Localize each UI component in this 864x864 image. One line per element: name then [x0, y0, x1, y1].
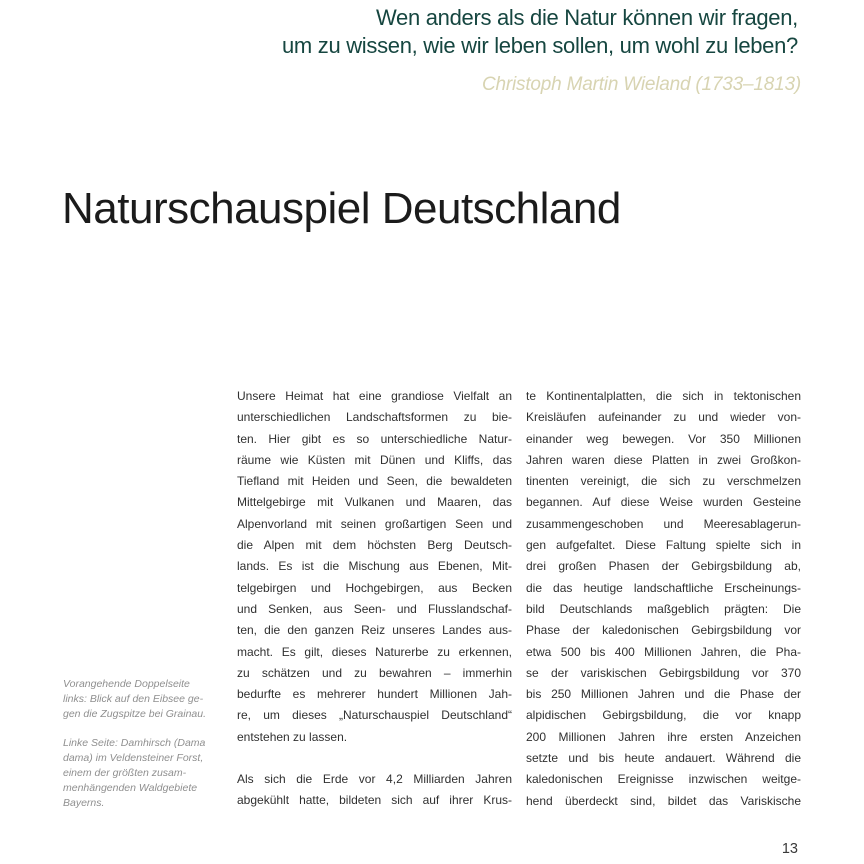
text-line: menhängenden Waldgebiete [63, 782, 198, 794]
text-line: tinenten vereinigt, die sich zu verschmelzen [526, 474, 801, 489]
caption-left-page [63, 736, 235, 811]
text-line: einander weg bewegen. Vor 350 Millionen [526, 431, 801, 446]
text-line: ten. Hier gibt es so unterschiedliche Natur- [237, 431, 512, 446]
text-line: Als sich die Erde vor 4,2 Milliarden Jahren [237, 772, 512, 787]
text-line: alpidischen Gebirgsbildung, die vor knapp [526, 708, 801, 723]
text-line: setzte und bis heute andauert. Während die [526, 751, 801, 766]
text-line: Phase der kaledonischen Gebirgsbildung vor [526, 623, 801, 638]
page-number: 13 [781, 841, 798, 857]
text-line: links: Blick auf den Eibsee ge- [63, 693, 204, 705]
caption-previous-spread [63, 677, 235, 722]
paragraph-intro-lines [237, 386, 512, 727]
text-line: Bayerns. [63, 797, 105, 809]
text-line: bild Deutschlands maßgeblich prägten: Die [526, 601, 801, 616]
text-line: die Alpen mit dem höchsten Berg Deutsch- [237, 538, 512, 553]
text-line: bis 250 Millionen Jahren und die Phase der [526, 687, 801, 702]
epigraph-attribution: Christoph Martin Wieland (1733–1813) [482, 74, 801, 95]
paragraph-earth-history [237, 769, 512, 812]
text-line: lands. Es ist die Mischung aus Ebenen, Mit- [237, 559, 512, 574]
text-line: und Senken, aus Seen- und Flusslandschaf- [237, 601, 512, 616]
body-column-1 [237, 386, 512, 812]
text-line: te Kontinentalplatten, die sich in tektonischen [526, 389, 801, 403]
text-line: unterschiedlichen Landschaftsformen zu bie- [237, 410, 512, 425]
text-line: Vorangehende Doppelseite [63, 678, 190, 690]
text-line: Linke Seite: Damhirsch (Dama [63, 737, 206, 749]
text-line: ten, die den ganzen Reiz unseres Landes aus- [237, 623, 512, 638]
text-line: einem der größten zusam- [63, 767, 187, 779]
paragraph-intro [237, 386, 512, 748]
text-line: drei großen Phasen der Gebirgsbildung ab, [526, 559, 801, 574]
text-line: re, um dieses „Naturschauspiel Deutschland“ [237, 708, 512, 723]
epigraph-quote-line-1: Wen anders als die Natur können wir fragen, [375, 5, 798, 30]
image-caption [63, 677, 235, 811]
text-line: dama) im Veldensteiner Forst, [63, 752, 204, 764]
paragraph-intro-last-line: entstehen zu lassen. [237, 729, 348, 744]
text-line: Tiefland mit Heiden und Seen, die bewaldeten [237, 474, 512, 489]
text-line: gen aufgefaltet. Diese Faltung spielte sich in [526, 538, 801, 553]
text-line: zusammengeschoben und Meeresablagerun- [526, 516, 801, 531]
text-line: zu schätzen und zu bewahren – immerhin [237, 665, 512, 680]
body-text [237, 386, 801, 812]
text-line: telgebirgen und Hochgebirgen, aus Becken [237, 580, 512, 595]
text-line: bedurfte es mehrerer hundert Millionen Jah- [237, 687, 512, 702]
text-line: Kreisläufen aufeinander zu und wieder von- [526, 410, 801, 425]
text-line: hend überdeckt sind, bildet das Variskische [526, 793, 801, 808]
page-title: Naturschauspiel Deutschland [62, 184, 621, 233]
text-line: abgekühlt hatte, bildeten sich auf ihrer Krus- [237, 793, 512, 808]
text-line: Mittelgebirge mit Vulkanen und Maaren, das [237, 495, 512, 510]
text-line: macht. Es gilt, dieses Naturerbe zu erkennen, [237, 644, 512, 659]
epigraph-quote-line-2: um zu wissen, wie wir leben sollen, um wohl zu leben? [281, 33, 798, 58]
text-line: se der variskischen Gebirgsbildung vor 370 [526, 665, 801, 680]
text-line: etwa 500 bis 400 Millionen Jahren, die Pha- [526, 644, 801, 659]
body-column-2 [526, 386, 801, 812]
text-line: gen die Zugspitze bei Grainau. [63, 708, 207, 720]
epigraph-quote [282, 4, 798, 60]
text-line: kaledonischen Ereignisse inzwischen weitge- [526, 772, 801, 787]
paragraph-earth-history-continued [526, 386, 801, 812]
text-line: Alpenvorland mit seinen großartigen Seen und [237, 516, 512, 531]
text-line: Jahren waren diese Platten in zwei Großkon- [526, 452, 801, 467]
text-line: Unsere Heimat hat eine grandiose Vielfalt an [237, 389, 512, 403]
text-line: 200 Millionen Jahren ihre ersten Anzeichen [526, 729, 801, 744]
text-line: begannen. Auf diese Weise wurden Gesteine [526, 495, 801, 510]
text-line: räume wie Küsten mit Dünen und Kliffs, das [237, 452, 512, 467]
text-line: die das heutige landschaftliche Erscheinungs- [526, 580, 801, 595]
